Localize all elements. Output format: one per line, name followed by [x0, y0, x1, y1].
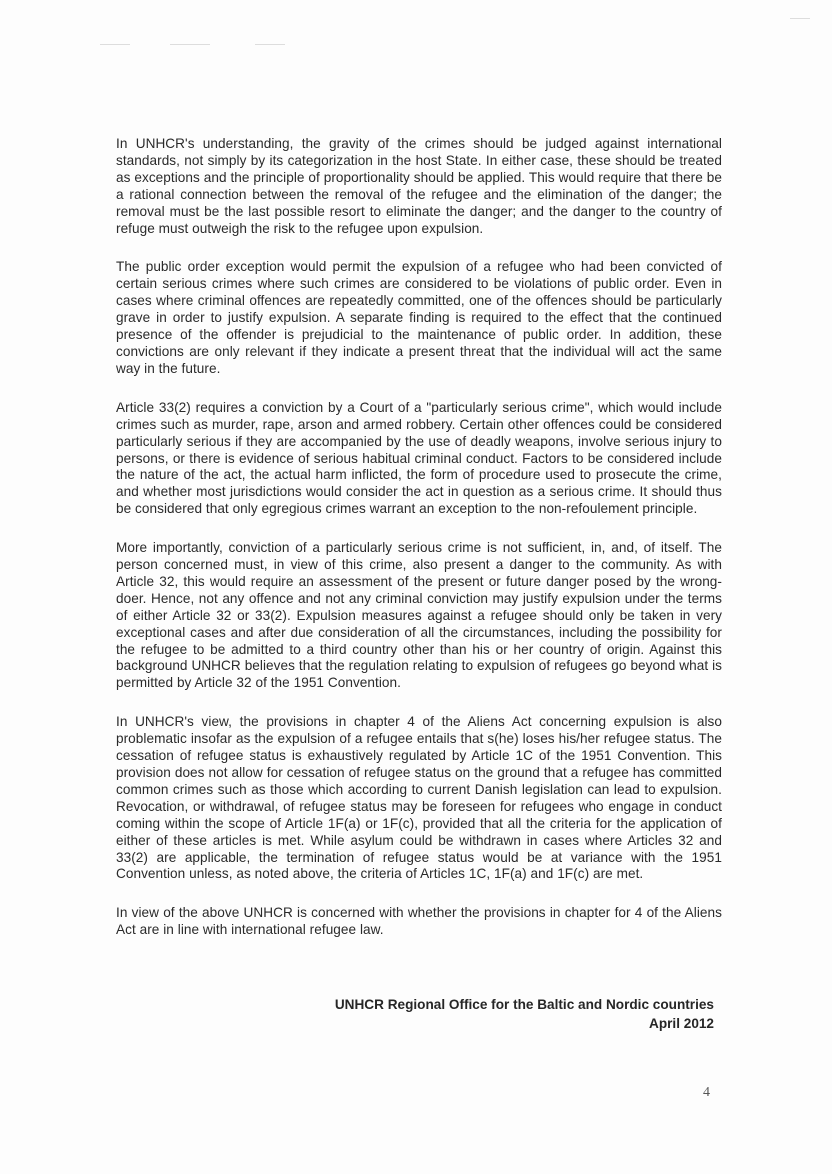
- scan-artifact: [790, 18, 810, 19]
- signature-block: [335, 995, 714, 1033]
- paragraph-4: More importantly, conviction of a particularly serious crime is not sufficient, in, and, of itself. The person concerned must, in view of this crime, also present a danger to the community. As with Article 32, this would require an assessment of the present or future danger posed by the wrong-doer. Hence, not any offence and not any criminal conviction may justify expulsion under the terms of either Article 32 or 33(2). Expulsion measures against a refugee should only be taken in very exceptional cases and after due consideration of all the circumstances, including the possibility for the refugee to be admitted to a third country other than his or her country of origin. Against this background UNHCR believes that the regulation relating to expulsion of refugees go beyond what is permitted by Article 32 of the 1951 Convention.: [116, 540, 722, 691]
- signature-date: April 2012: [649, 1016, 714, 1031]
- scan-artifact: [100, 44, 130, 45]
- paragraph-3: Article 33(2) requires a conviction by a Court of a "particularly serious crime", which would include crimes such as murder, rape, arson and armed robbery. Certain other offences could be considered particularly serious if they are accompanied by the use of deadly weapons, involve serious injury to persons, or there is evidence of serious habitual criminal conduct. Factors to be considered include the nature of the act, the actual harm inflicted, the form of procedure used to prosecute the crime, and whether most jurisdictions would consider the act in question as a serious crime. It should thus be considered that only egregious crimes warrant an exception to the non-refoulement principle.: [116, 399, 722, 517]
- paragraph-1: In UNHCR's understanding, the gravity of the crimes should be judged against international standards, not simply by its categorization in the host State. In either case, these should be treated as exceptions and the principle of proportionality should be applied. This would require that there be a rational connection between the removal of the refugee and the elimination of the danger; the removal must be the last possible resort to eliminate the danger; and the danger to the country of refuge must outweigh the risk to the refugee upon expulsion.: [116, 136, 722, 236]
- paragraph-6: In view of the above UNHCR is concerned with whether the provisions in chapter for 4 of the Aliens Act are in line with international refugee law.: [116, 905, 722, 938]
- page-number: 4: [703, 1085, 710, 1100]
- paragraph-2: The public order exception would permit the expulsion of a refugee who had been convicted of certain serious crimes where such crimes are considered to be violations of public order. Even in cases where criminal offences are repeatedly committed, one of the offences should be particularly grave in order to justify expulsion. A separate finding is required to the effect that the continued presence of the offender is prejudicial to the maintenance of public order. In addition, these convictions are only relevant if they indicate a present threat that the individual will act the same way in the future.: [116, 259, 722, 376]
- scan-artifact: [170, 44, 210, 45]
- body-text: [116, 136, 722, 961]
- paragraph-5: In UNHCR's view, the provisions in chapter 4 of the Aliens Act concerning expulsion is also problematic insofar as the expulsion of a refugee entails that s(he) loses his/her refugee status. The cessation of refugee status is exhaustively regulated by Article 1C of the 1951 Convention. This provision does not allow for cessation of refugee status on the ground that a refugee has committed common crimes such as those which according to current Danish legislation can lead to expulsion. Revocation, or withdrawal, of refugee status may be foreseen for refugees who engage in conduct coming within the scope of Article 1F(a) or 1F(c), provided that all the criteria for the application of either of these articles is met. While asylum could be withdrawn in cases where Articles 32 and 33(2) are applicable, the termination of refugee status would be at variance with the 1951 Convention unless, as noted above, the criteria of Articles 1C, 1F(a) and 1F(c) are met.: [116, 714, 722, 882]
- scan-artifact: [255, 44, 285, 45]
- signature-office: UNHCR Regional Office for the Baltic and Nordic countries: [334, 997, 714, 1012]
